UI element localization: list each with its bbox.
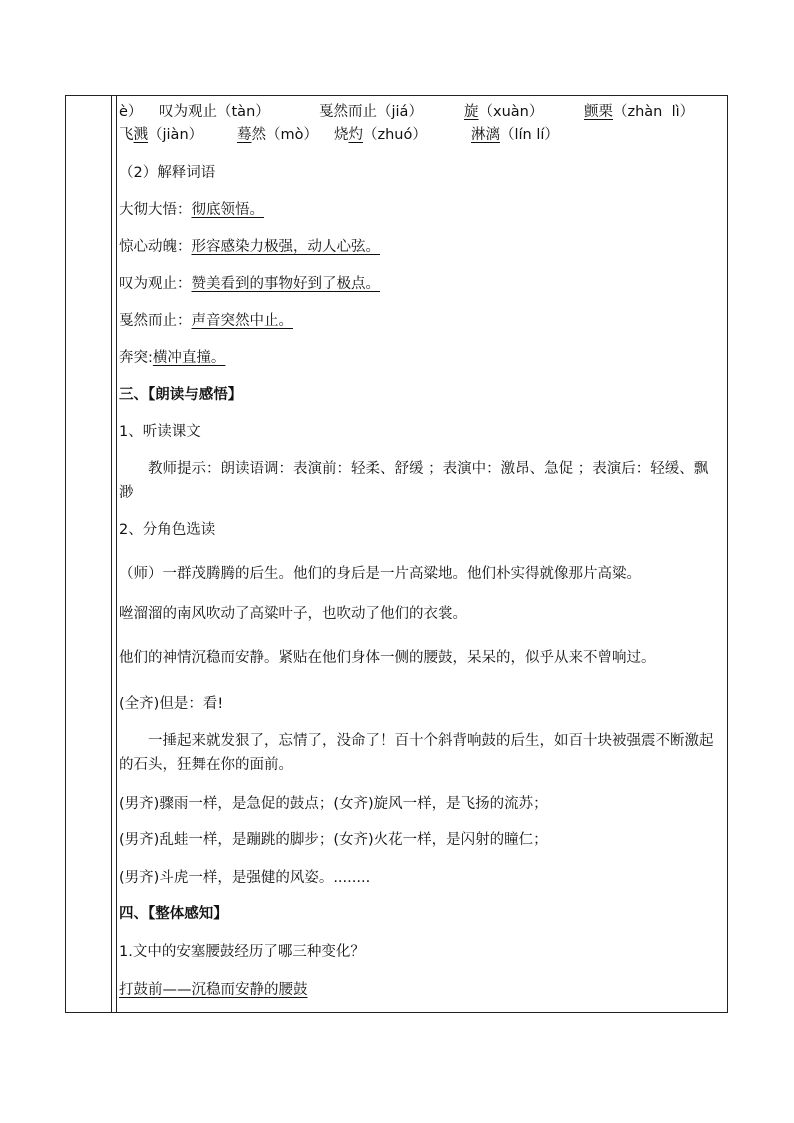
column-divider [111, 96, 112, 1012]
answer: 打鼓前——沉稳而安静的腰鼓 [119, 982, 308, 998]
section-heading: 四、【整体感知】 [119, 906, 228, 922]
step-heading: 2、分角色选读 [119, 522, 216, 538]
text-paragraph: 一捶起来就发狠了，忘情了，没命了！百十个斜背响鼓的后生，如百十块被强震不断激起的石头，狂舞在你的面前。 [119, 733, 714, 773]
pinyin-item: 戛然而止（jiá） [319, 104, 423, 120]
step-heading: 1、听读课文 [119, 424, 201, 440]
pinyin-item: 颤栗（zhàn lì） [584, 104, 695, 120]
term-row: 奔突:横冲直撞。 [119, 350, 226, 366]
explain-title: （2）解释词语 [119, 165, 216, 181]
pinyin-item: 旋（xuàn） [464, 104, 544, 120]
section-heading: 三、【朗读与感悟】 [119, 387, 243, 403]
chant-line: (男齐)乱蛙一样，是蹦跳的脚步；(女齐)火花一样，是闪射的瞳仁； [119, 832, 548, 848]
lesson-table [65, 95, 728, 1013]
column-divider-inner [116, 96, 117, 1012]
chant-line: (男齐)骤雨一样，是急促的鼓点；(女齐)旋风一样，是飞扬的流苏； [119, 796, 548, 812]
pinyin-item: 淋漓（lín lí） [471, 127, 559, 143]
pinyin-item: 飞溅（jiàn） [119, 127, 204, 143]
pinyin-item: 蓦然（mò） [237, 127, 318, 143]
text-line: （师）一群茂腾腾的后生。他们的身后是一片高粱地。他们朴实得就像那片高粱。 [119, 566, 641, 582]
term-row: 戛然而止：声音突然中止。 [119, 313, 293, 329]
text-line: 他们的神情沉稳而安静。紧贴在他们身体一侧的腰鼓，呆呆的，似乎从来不曾响过。 [119, 650, 656, 666]
pinyin-item: è） [119, 104, 143, 120]
term-row: 大彻大悟：彻底领悟。 [119, 202, 264, 218]
pinyin-item: 叹为观止（tàn） [159, 104, 270, 120]
term-row: 惊心动魄：形容感染力极强，动人心弦。 [119, 239, 380, 255]
term-row: 叹为观止：赞美看到的事物好到了极点。 [119, 276, 380, 292]
lesson-content [119, 96, 722, 1012]
text-line: 咝溜溜的南风吹动了高粱叶子，也吹动了他们的衣裳。 [119, 606, 467, 622]
pinyin-item: 烧灼（zhuó） [334, 127, 427, 143]
teacher-tip: 教师提示：朗读语调：表演前：轻柔、舒缓 ；表演中：激昂、急促 ；表演后：轻缓、飘渺 [119, 461, 709, 501]
text-line: (全齐)但是：看! [119, 696, 224, 712]
question: 1.文中的安塞腰鼓经历了哪三种变化？ [119, 944, 365, 960]
chant-line: (男齐)斗虎一样，是强健的风姿。........ [119, 870, 371, 886]
